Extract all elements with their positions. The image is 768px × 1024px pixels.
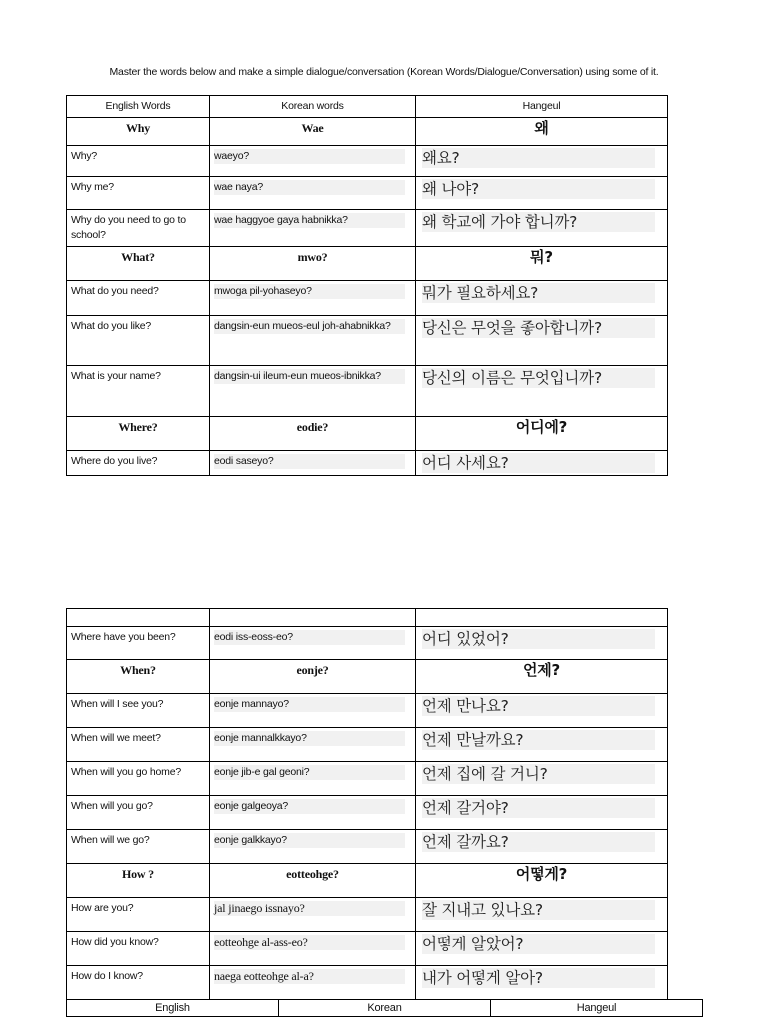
english-phrase: Why do you need to go to school? [71, 214, 186, 241]
section-hangeul: 왜 [534, 119, 549, 137]
vocab-table-2 [66, 608, 668, 1000]
section-row [67, 417, 668, 451]
hangeul-phrase: 언제 갈까요? [422, 832, 655, 852]
english-phrase: Why? [71, 150, 98, 162]
footer-header-table [66, 999, 703, 1017]
section-korean: eonje? [296, 663, 329, 677]
romanized-korean: eonje galgeoya? [214, 799, 405, 814]
hangeul-phrase: 내가 어떻게 알아? [422, 968, 655, 988]
section-english: When? [120, 663, 156, 677]
romanized-korean: mwoga pil-yohaseyo? [214, 284, 405, 299]
header-korean: Korean words [281, 100, 344, 112]
footer-english: English [67, 1000, 279, 1017]
footer-header-row [67, 1000, 703, 1017]
english-phrase: What do you like? [71, 320, 152, 332]
hangeul-phrase: 당신의 이름은 무엇입니까? [422, 368, 655, 388]
header-hangeul: Hangeul [522, 100, 561, 112]
english-phrase: When will we meet? [71, 732, 161, 744]
table-row [67, 796, 668, 830]
romanized-korean: eodi saseyo? [214, 454, 405, 469]
section-hangeul: 언제? [522, 661, 561, 679]
hangeul-phrase: 어디 사세요? [422, 453, 655, 473]
romanized-korean: dangsin-eun mueos-eul joh-ahabnikka? [214, 319, 405, 334]
hangeul-phrase: 어떻게 알았어? [422, 934, 655, 954]
table-row [67, 451, 668, 476]
english-phrase: Where do you live? [71, 455, 158, 467]
instructions-text: Master the words below and make a simple dialogue/conversation (Korean Words/Dialogue/Conversation) using some of it. [109, 66, 659, 78]
romanized-korean: eotteohge al-ass-eo? [214, 935, 405, 950]
table-row [67, 898, 668, 932]
section-korean: mwo? [297, 250, 328, 264]
vocab-table-1 [66, 95, 668, 476]
romanized-korean: jal jinaego issnayo? [214, 901, 405, 916]
english-phrase: When will you go? [71, 800, 153, 812]
english-phrase: What do you need? [71, 285, 159, 297]
section-row [67, 864, 668, 898]
section-hangeul: 어디에? [515, 418, 568, 436]
table-row [67, 694, 668, 728]
english-phrase: Why me? [71, 181, 114, 193]
footer-korean: Korean [279, 1000, 491, 1017]
hangeul-phrase: 언제 만나요? [422, 696, 655, 716]
english-phrase: How are you? [71, 902, 134, 914]
romanized-korean: eonje mannalkkayo? [214, 731, 405, 746]
hangeul-phrase: 왜 나야? [422, 179, 655, 199]
romanized-korean: wae haggyoe gaya habnikka? [214, 213, 405, 228]
section-korean: eotteohge? [286, 867, 339, 881]
table-row [67, 830, 668, 864]
english-phrase: How did you know? [71, 936, 159, 948]
table-row [67, 146, 668, 177]
table-header-row [67, 96, 668, 118]
header-english: English Words [105, 100, 171, 112]
section-hangeul: 어떻게? [515, 865, 568, 883]
romanized-korean: eodi iss-eoss-eo? [214, 630, 405, 645]
table-row [67, 966, 668, 1000]
table-row [67, 762, 668, 796]
section-english: How ? [121, 867, 154, 881]
english-phrase: When will you go home? [71, 766, 181, 778]
section-english: Why [125, 121, 151, 135]
section-korean: eodie? [296, 420, 329, 434]
section-row [67, 247, 668, 281]
hangeul-phrase: 뭐가 필요하세요? [422, 283, 655, 303]
hangeul-phrase: 언제 갈거야? [422, 798, 655, 818]
hangeul-phrase: 어디 있었어? [422, 629, 655, 649]
section-english: Where? [118, 420, 158, 434]
romanized-korean: dangsin-ui ileum-eun mueos-ibnikka? [214, 369, 405, 384]
romanized-korean: eonje mannayo? [214, 697, 405, 712]
table-row [67, 932, 668, 966]
table-row [67, 728, 668, 762]
english-phrase: How do I know? [71, 970, 143, 982]
romanized-korean: eonje galkkayo? [214, 833, 405, 848]
romanized-korean: eonje jib-e gal geoni? [214, 765, 405, 780]
section-row [67, 660, 668, 694]
section-row [67, 118, 668, 146]
romanized-korean: waeyo? [214, 149, 405, 164]
english-phrase: When will we go? [71, 834, 150, 846]
hangeul-phrase: 잘 지내고 있나요? [422, 900, 655, 920]
hangeul-phrase: 언제 만날까요? [422, 730, 655, 750]
english-phrase: Where have you been? [71, 631, 176, 643]
romanized-korean: naega eotteohge al-a? [214, 969, 405, 984]
table-row [67, 210, 668, 247]
table-row [67, 281, 668, 316]
english-phrase: When will I see you? [71, 698, 164, 710]
table-row [67, 627, 668, 660]
table-row [67, 177, 668, 210]
table-row [67, 316, 668, 366]
section-english: What? [121, 250, 155, 264]
hangeul-phrase: 왜요? [422, 148, 655, 168]
table-empty-row [67, 609, 668, 627]
english-phrase: What is your name? [71, 370, 161, 382]
romanized-korean: wae naya? [214, 180, 405, 195]
table-row [67, 366, 668, 417]
hangeul-phrase: 언제 집에 갈 거니? [422, 764, 655, 784]
section-korean: Wae [301, 121, 324, 135]
hangeul-phrase: 당신은 무엇을 좋아합니까? [422, 318, 655, 338]
footer-hangeul: Hangeul [491, 1000, 703, 1017]
section-hangeul: 뭐? [530, 248, 553, 266]
hangeul-phrase: 왜 학교에 가야 합니까? [422, 212, 655, 232]
